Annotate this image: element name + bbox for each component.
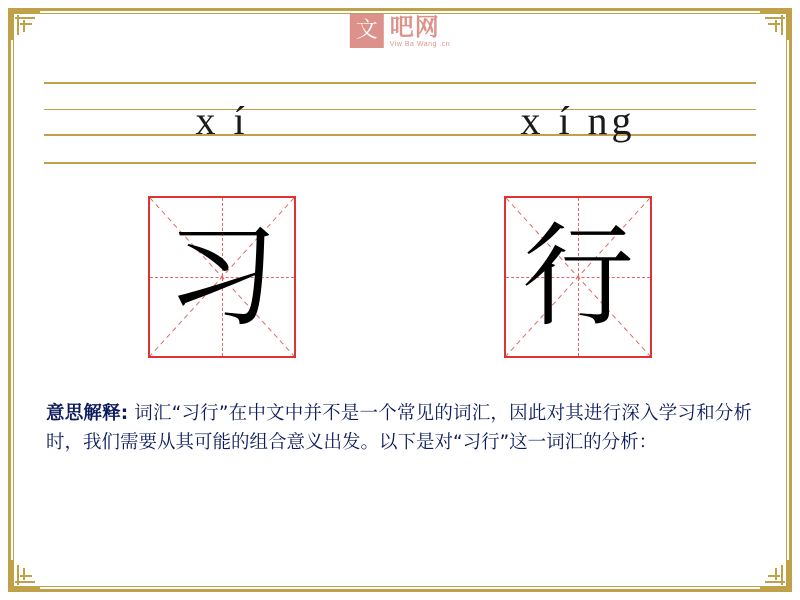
character-row bbox=[44, 196, 756, 358]
tianzige-box-1 bbox=[148, 196, 296, 358]
site-watermark-logo bbox=[350, 14, 450, 48]
pinyin-cell-2: x í ng bbox=[520, 97, 636, 143]
logo-subtitle: Viw Ba Wang .cn bbox=[389, 40, 451, 48]
corner-ornament-top-left-icon bbox=[10, 10, 40, 40]
character-glyph-2: 行 bbox=[522, 212, 634, 342]
corner-ornament-bottom-left-icon bbox=[10, 560, 40, 590]
corner-ornament-bottom-right-icon bbox=[760, 560, 790, 590]
pinyin-cell-1: x í bbox=[195, 97, 249, 143]
meaning-explanation bbox=[46, 400, 752, 457]
pinyin-row bbox=[44, 82, 756, 158]
tianzige-box-2 bbox=[504, 196, 652, 358]
meaning-label: 意思解释: bbox=[46, 403, 129, 424]
logo-mark-icon: 文 bbox=[350, 14, 384, 48]
pinyin-four-line-grid bbox=[44, 82, 756, 166]
corner-ornament-top-right-icon bbox=[760, 10, 790, 40]
logo-title: 吧网 bbox=[389, 12, 440, 41]
meaning-text: 词汇“习行”在中文中并不是一个常见的词汇，因此对其进行深入学习和分析时，我们需要从其可能的组合意义出发。以下是对“习行”这一词汇的分析： bbox=[46, 403, 753, 453]
character-cell-1 bbox=[44, 196, 400, 358]
logo-text bbox=[389, 12, 451, 48]
character-cell-2 bbox=[400, 196, 756, 358]
character-glyph-1: 习 bbox=[166, 212, 278, 342]
